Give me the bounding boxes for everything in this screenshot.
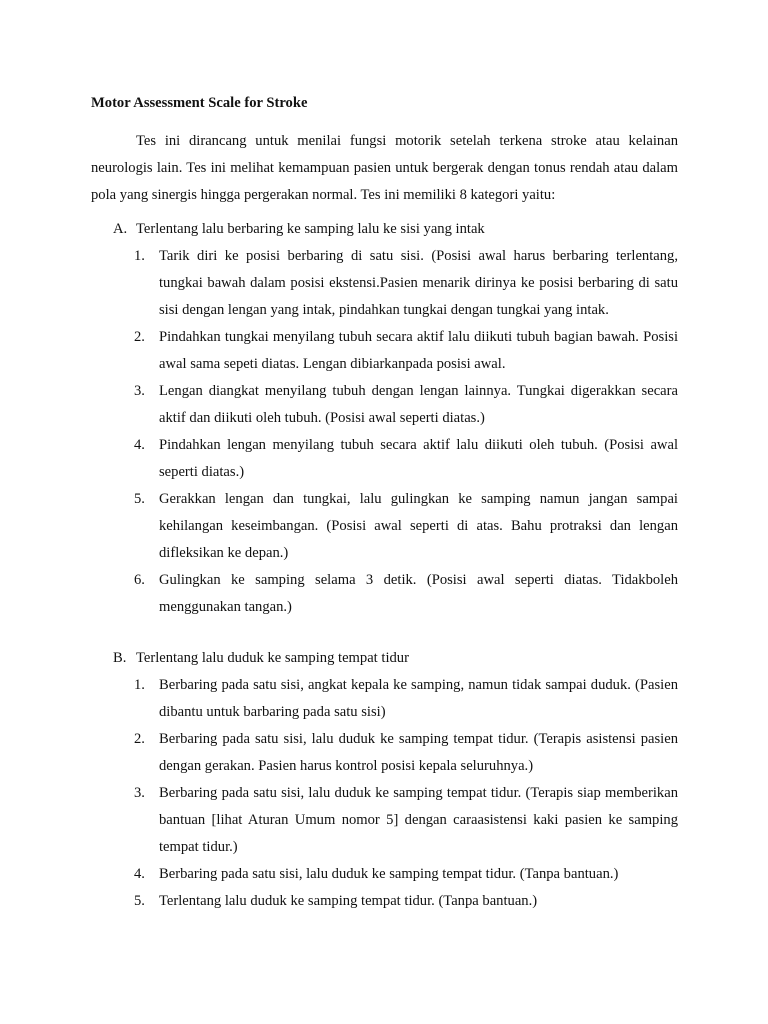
section-b-items bbox=[113, 672, 678, 915]
section-a bbox=[113, 216, 678, 621]
item-text: Gulingkan ke samping selama 3 detik. (Posisi awal seperti diatas. Tidakboleh menggunakan tangan.) bbox=[159, 572, 678, 615]
item-number: 2. bbox=[134, 329, 145, 345]
item-text: Pindahkan lengan menyilang tubuh secara aktif lalu diikuti oleh tubuh. (Posisi awal seperti diatas.) bbox=[159, 437, 678, 480]
item-number: 4. bbox=[134, 437, 145, 453]
intro-paragraph: Tes ini dirancang untuk menilai fungsi motorik setelah terkena stroke atau kelainan neurologis lain. Tes ini melihat kemampuan pasien untuk bergerak dengan tonus rendah atau dalam pola yang sinergis hingga pergerakan normal. Tes ini memiliki 8 kategori yaitu: bbox=[91, 133, 678, 203]
item-text: Berbaring pada satu sisi, lalu duduk ke samping tempat tidur. (Terapis siap memberikan bantuan [lihat Aturan Umum nomor 5] dengan caraasistensi kaki pasien ke samping tempat tidur.) bbox=[159, 785, 678, 855]
item-text: Berbaring pada satu sisi, lalu duduk ke samping tempat tidur. (Tanpa bantuan.) bbox=[159, 866, 619, 882]
section-letter: A. bbox=[113, 221, 128, 237]
item-text: Terlentang lalu duduk ke samping tempat tidur. (Tanpa bantuan.) bbox=[159, 893, 538, 909]
item-number: 5. bbox=[134, 893, 145, 909]
item-number: 3. bbox=[134, 785, 145, 801]
document-title: Motor Assessment Scale for Stroke bbox=[91, 95, 308, 111]
list-item bbox=[113, 324, 678, 378]
section-heading bbox=[113, 645, 678, 672]
item-number: 4. bbox=[134, 866, 145, 882]
section-a-items bbox=[113, 243, 678, 621]
list-item bbox=[113, 243, 678, 324]
list-item bbox=[113, 567, 678, 621]
item-number: 1. bbox=[134, 248, 145, 264]
item-number: 5. bbox=[134, 491, 145, 507]
item-text: Berbaring pada satu sisi, lalu duduk ke samping tempat tidur. (Terapis asistensi pasien dengan gerakan. Pasien harus kontrol posisi kepala seluruhnya.) bbox=[159, 731, 678, 774]
item-text: Pindahkan tungkai menyilang tubuh secara aktif lalu diikuti tubuh bagian bawah. Posisi awal sama sepeti diatas. Lengan dibiarkanpada posisi awal. bbox=[159, 329, 678, 372]
list-item bbox=[113, 486, 678, 567]
list-item bbox=[113, 672, 678, 726]
list-item bbox=[113, 432, 678, 486]
list-item bbox=[113, 726, 678, 780]
section-b bbox=[113, 645, 678, 915]
list-item bbox=[113, 861, 678, 888]
list-item bbox=[113, 378, 678, 432]
item-text: Gerakkan lengan dan tungkai, lalu gulingkan ke samping namun jangan sampai kehilangan keseimbangan. (Posisi awal seperti di atas. Bahu protraksi dan lengan difleksikan ke depan.) bbox=[159, 491, 678, 561]
item-text: Berbaring pada satu sisi, angkat kepala ke samping, namun tidak sampai duduk. (Pasien dibantu untuk barbaring pada satu sisi) bbox=[159, 677, 678, 720]
list-item bbox=[113, 780, 678, 861]
list-item bbox=[113, 888, 678, 915]
section-heading-text: Terlentang lalu berbaring ke samping lalu ke sisi yang intak bbox=[136, 221, 485, 237]
item-number: 6. bbox=[134, 572, 145, 588]
section-heading-text: Terlentang lalu duduk ke samping tempat tidur bbox=[136, 650, 409, 666]
item-text: Tarik diri ke posisi berbaring di satu sisi. (Posisi awal harus berbaring terlentang, tungkai bawah dalam posisi ekstensi.Pasien menarik dirinya ke posisi berbaring di satu sisi dengan lengan yang intak, pindahkan tungkai dengan tungkai yang intak. bbox=[159, 248, 678, 318]
item-number: 2. bbox=[134, 731, 145, 747]
item-text: Lengan diangkat menyilang tubuh dengan lengan lainnya. Tungkai digerakkan secara aktif dan diikuti oleh tubuh. (Posisi awal seperti diatas.) bbox=[159, 383, 678, 426]
section-heading bbox=[113, 216, 678, 243]
item-number: 3. bbox=[134, 383, 145, 399]
section-letter: B. bbox=[113, 650, 127, 666]
item-number: 1. bbox=[134, 677, 145, 693]
